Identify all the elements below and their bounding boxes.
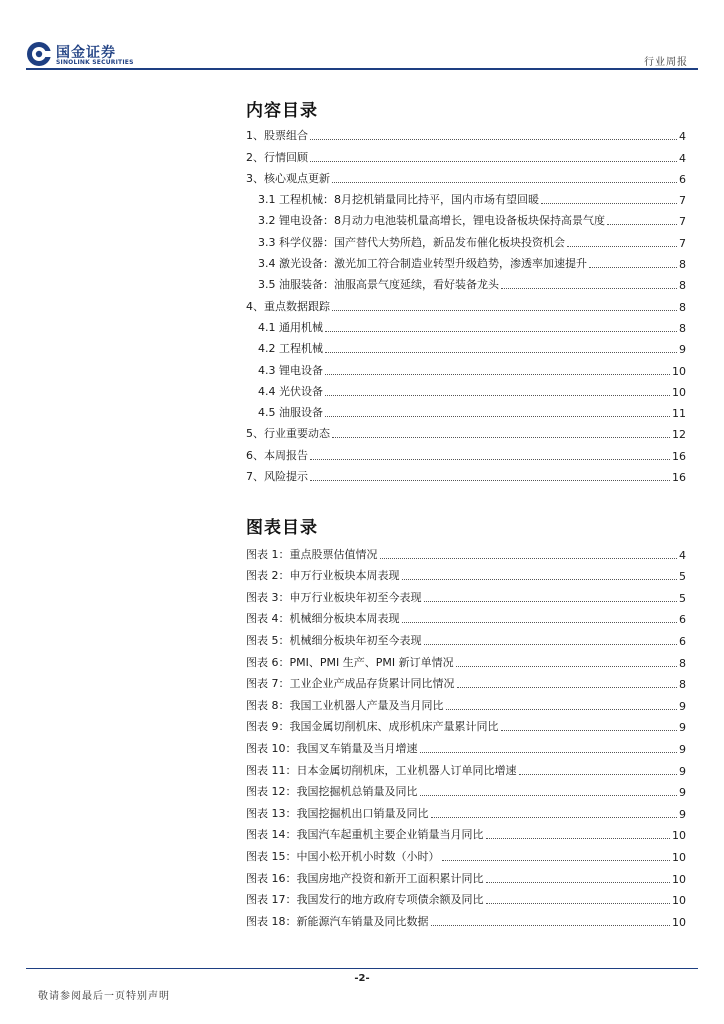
toc-entry-page: 16 <box>672 471 686 485</box>
toc-entry-text: 4.5 油服设备 <box>258 406 323 420</box>
dot-leader <box>420 751 678 753</box>
toc-entry-page: 7 <box>679 194 686 208</box>
dot-leader <box>325 373 670 375</box>
figure-entry[interactable] <box>246 778 686 800</box>
dot-leader <box>332 309 677 311</box>
page-header <box>0 0 724 75</box>
dot-leader <box>402 578 678 580</box>
figure-entry-text: 图表 2：申万行业板块本周表现 <box>246 569 400 583</box>
toc-entry-text: 3.1 工程机械：8月挖机销量同比持平，国内市场有望回暖 <box>258 193 539 207</box>
logo-chinese-name: 国金证券 <box>56 45 116 61</box>
figures-title: 图表目录 <box>246 518 318 538</box>
figure-index <box>246 540 686 929</box>
toc-entry-text: 3.4 激光设备：激光加工符合制造业转型升级趋势，渗透率加速提升 <box>258 257 587 271</box>
toc-entry[interactable] <box>246 271 686 292</box>
dot-leader <box>310 479 670 481</box>
figure-entry-page: 6 <box>679 613 686 627</box>
toc-entry-page: 12 <box>672 428 686 442</box>
footer-divider <box>26 968 698 969</box>
figure-entry[interactable] <box>246 540 686 562</box>
toc-entry-page: 7 <box>679 236 686 250</box>
figure-entry-page: 9 <box>679 742 686 756</box>
figure-entry[interactable] <box>246 821 686 843</box>
figure-entry-page: 10 <box>672 850 686 864</box>
sinolink-logo-icon <box>26 41 52 67</box>
figure-entry-page: 8 <box>679 678 686 692</box>
toc-entry-text: 2、行情回顾 <box>246 150 308 164</box>
figure-entry[interactable] <box>246 842 686 864</box>
figure-entry-text: 图表 15：中国小松开机小时数（小时） <box>246 849 440 863</box>
figure-entry-text: 图表 17：我国发行的地方政府专项债余额及同比 <box>246 893 484 907</box>
toc-entry-text: 7、风险提示 <box>246 470 308 484</box>
dot-leader <box>325 415 670 417</box>
figure-entry[interactable] <box>246 583 686 605</box>
toc-entry[interactable] <box>246 250 686 271</box>
figure-entry-page: 10 <box>672 894 686 908</box>
toc-entry[interactable] <box>246 122 686 143</box>
dot-leader <box>486 837 671 839</box>
dot-leader <box>456 665 677 667</box>
dot-leader <box>420 794 678 796</box>
dot-leader <box>486 881 671 883</box>
toc-entry-page: 7 <box>679 215 686 229</box>
figure-entry-text: 图表 3：申万行业板块年初至今表现 <box>246 590 422 604</box>
figure-entry-page: 5 <box>679 591 686 605</box>
toc-entry[interactable] <box>246 186 686 207</box>
dot-leader <box>519 773 678 775</box>
figure-entry-text: 图表 18：新能源汽车销量及同比数据 <box>246 914 429 928</box>
toc-entry[interactable] <box>246 207 686 228</box>
toc-entry[interactable] <box>246 228 686 249</box>
dot-leader <box>589 266 677 268</box>
dot-leader <box>501 729 678 731</box>
dot-leader <box>567 245 677 247</box>
toc-entry-text: 5、行业重要动态 <box>246 427 330 441</box>
dot-leader <box>310 138 677 140</box>
dot-leader <box>310 160 677 162</box>
figure-entry-text: 图表 9：我国金属切削机床、成形机床产量累计同比 <box>246 720 499 734</box>
toc-entry[interactable] <box>246 292 686 313</box>
toc-entry-page: 4 <box>679 130 686 144</box>
figure-entry-text: 图表 8：我国工业机器人产量及当月同比 <box>246 698 444 712</box>
toc-entry-text: 6、本周报告 <box>246 448 308 462</box>
dot-leader <box>325 394 670 396</box>
dot-leader <box>332 436 670 438</box>
figure-entry[interactable] <box>246 713 686 735</box>
toc-entry-page: 11 <box>672 407 686 421</box>
figure-entry-page: 9 <box>679 721 686 735</box>
figure-entry[interactable] <box>246 605 686 627</box>
toc-entry-text: 4、重点数据跟踪 <box>246 299 330 313</box>
page-number: -2- <box>354 973 370 984</box>
toc-entry-text: 3.3 科学仪器：国产替代大势所趋，新品发布催化板块投资机会 <box>258 235 565 249</box>
figure-entry-text: 图表 10：我国叉车销量及当月增速 <box>246 741 418 755</box>
toc-entry[interactable] <box>246 420 686 441</box>
figure-entry-page: 10 <box>672 915 686 929</box>
figure-entry[interactable] <box>246 648 686 670</box>
toc-title: 内容目录 <box>246 101 318 121</box>
toc-entry-page: 10 <box>672 385 686 399</box>
figure-entry-page: 9 <box>679 699 686 713</box>
dot-leader <box>325 330 677 332</box>
dot-leader <box>446 708 678 710</box>
figure-entry[interactable] <box>246 907 686 929</box>
figure-entry-page: 9 <box>679 764 686 778</box>
dot-leader <box>380 557 678 559</box>
figure-entry[interactable] <box>246 864 686 886</box>
figure-entry[interactable] <box>246 562 686 584</box>
toc-entry-page: 8 <box>679 258 686 272</box>
figure-entry-text: 图表 14：我国汽车起重机主要企业销量当月同比 <box>246 828 484 842</box>
dot-leader <box>424 600 678 602</box>
figure-entry[interactable] <box>246 626 686 648</box>
toc-entry[interactable] <box>246 441 686 462</box>
figure-entry-text: 图表 6：PMI、PMI 生产、PMI 新订单情况 <box>246 655 454 669</box>
dot-leader <box>607 223 677 225</box>
dot-leader <box>424 643 678 645</box>
figure-entry[interactable] <box>246 691 686 713</box>
toc-entry[interactable] <box>246 378 686 399</box>
toc-entry-page: 8 <box>679 279 686 293</box>
toc-entry[interactable] <box>246 335 686 356</box>
dot-leader <box>501 287 677 289</box>
figure-entry-text: 图表 12：我国挖掘机总销量及同比 <box>246 785 418 799</box>
figure-entry-text: 图表 1：重点股票估值情况 <box>246 547 378 561</box>
toc-entry[interactable] <box>246 143 686 164</box>
figure-entry[interactable] <box>246 799 686 821</box>
toc-entry[interactable] <box>246 314 686 335</box>
toc-entry-text: 3、核心观点更新 <box>246 171 330 185</box>
toc-entry-page: 8 <box>679 300 686 314</box>
toc-entry-page: 10 <box>672 364 686 378</box>
dot-leader <box>431 816 678 818</box>
toc-entry-text: 3.2 锂电设备：8月动力电池装机量高增长，锂电设备板块保持高景气度 <box>258 214 605 228</box>
figure-entry-page: 5 <box>679 570 686 584</box>
company-logo <box>26 40 136 68</box>
report-type-label: 行业周报 <box>644 57 688 68</box>
dot-leader <box>541 202 677 204</box>
dot-leader <box>402 621 678 623</box>
figure-entry-text: 图表 16：我国房地产投资和新开工面积累计同比 <box>246 871 484 885</box>
figure-entry-text: 图表 11：日本金属切削机床，工业机器人订单同比增速 <box>246 763 517 777</box>
figure-entry[interactable] <box>246 670 686 692</box>
figure-entry-text: 图表 7：工业企业产成品存货累计同比情况 <box>246 677 455 691</box>
dot-leader <box>325 351 677 353</box>
header-divider <box>26 68 698 70</box>
figure-entry-page: 6 <box>679 634 686 648</box>
figure-entry[interactable] <box>246 756 686 778</box>
toc-entry[interactable] <box>246 165 686 186</box>
figure-entry-page: 9 <box>679 807 686 821</box>
figure-entry-page: 10 <box>672 872 686 886</box>
toc-entry-text: 4.1 通用机械 <box>258 320 323 334</box>
figure-entry[interactable] <box>246 886 686 908</box>
figure-entry-page: 4 <box>679 548 686 562</box>
toc-entry-text: 4.3 锂电设备 <box>258 363 323 377</box>
toc-entry-page: 8 <box>679 321 686 335</box>
dot-leader <box>310 458 670 460</box>
toc-entry-text: 4.2 工程机械 <box>258 342 323 356</box>
logo-english-name: SINOLINK SECURITIES <box>56 59 134 66</box>
dot-leader <box>431 924 671 926</box>
figure-entry-text: 图表 13：我国挖掘机出口销量及同比 <box>246 806 429 820</box>
dot-leader <box>442 859 671 861</box>
toc-entry[interactable] <box>246 399 686 420</box>
dot-leader <box>486 902 671 904</box>
figure-entry-page: 10 <box>672 829 686 843</box>
toc-entry[interactable] <box>246 356 686 377</box>
toc-entry-text: 4.4 光伏设备 <box>258 384 323 398</box>
toc-entry-page: 6 <box>679 172 686 186</box>
figure-entry[interactable] <box>246 734 686 756</box>
figure-entry-page: 8 <box>679 656 686 670</box>
toc-entry-text: 3.5 油服装备：油服高景气度延续，看好装备龙头 <box>258 278 499 292</box>
footer-disclaimer: 敬请参阅最后一页特别声明 <box>38 991 170 1002</box>
toc-entry-page: 9 <box>679 343 686 357</box>
toc-entry-page: 16 <box>672 449 686 463</box>
figure-entry-page: 9 <box>679 786 686 800</box>
toc-entry-page: 4 <box>679 151 686 165</box>
figure-entry-text: 图表 5：机械细分板块年初至今表现 <box>246 633 422 647</box>
dot-leader <box>332 181 677 183</box>
table-of-contents <box>246 122 686 484</box>
figure-entry-text: 图表 4：机械细分板块本周表现 <box>246 612 400 626</box>
toc-entry-text: 1、股票组合 <box>246 129 308 143</box>
toc-entry[interactable] <box>246 463 686 484</box>
dot-leader <box>457 686 678 688</box>
